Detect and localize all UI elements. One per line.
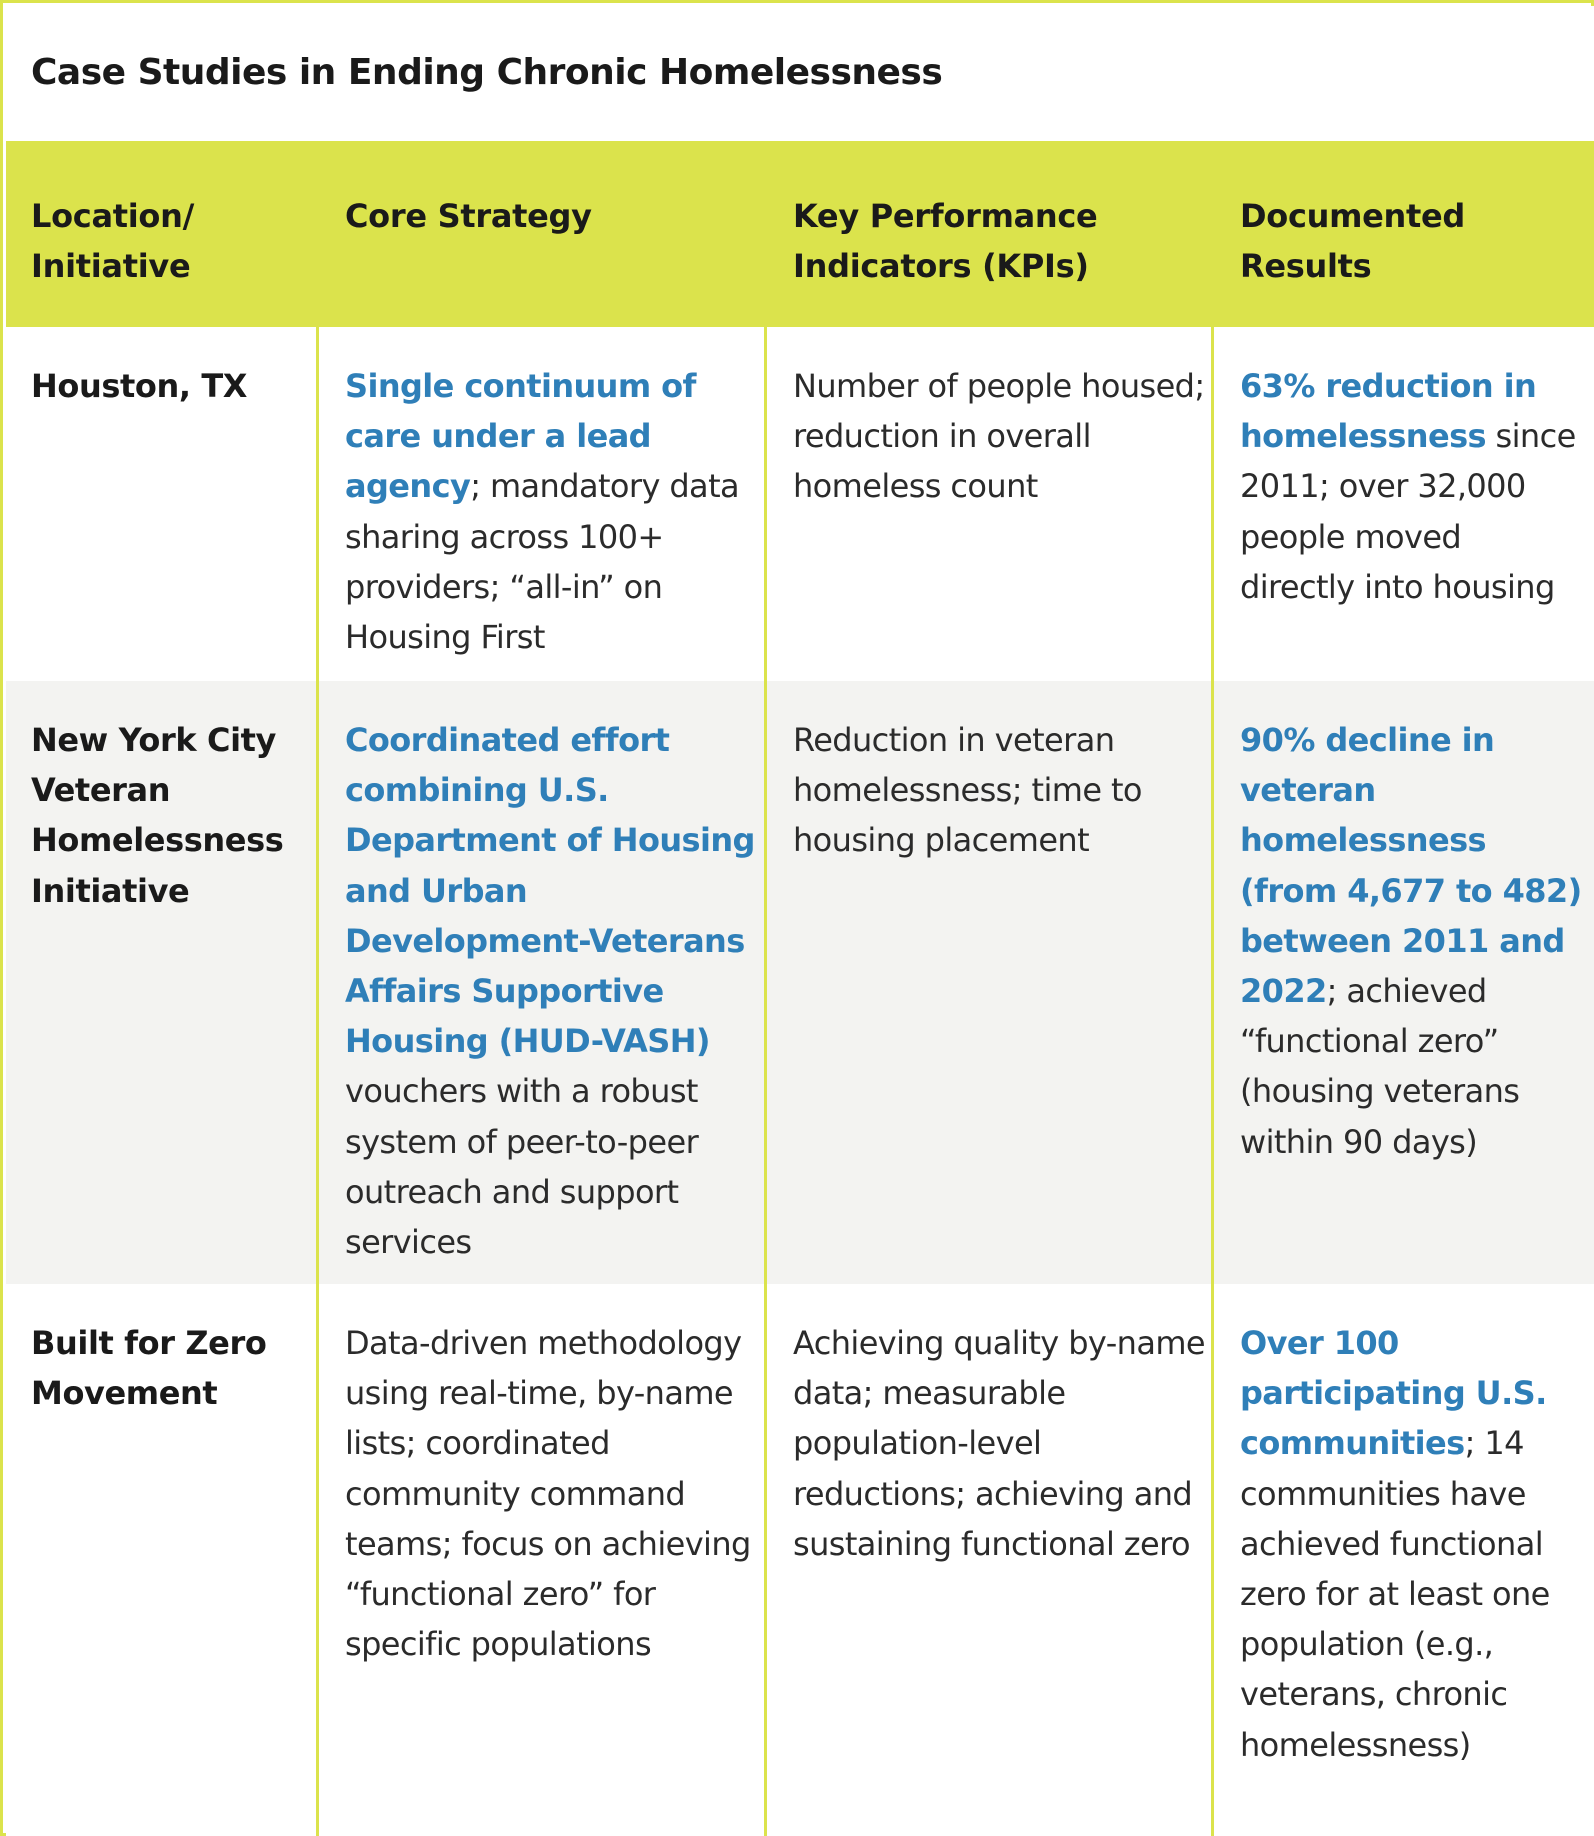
strategy-highlight: Coordinated effort combining U.S. Department of Housing and Urban Development-Veterans Affairs Supportive Housing (HUD-VASH) [345, 721, 755, 1061]
results-highlight: Over 100 participating U.S. communities [1240, 1324, 1547, 1463]
header-documented-results: Documented Results [1240, 197, 1466, 285]
column-divider [1211, 327, 1214, 1836]
results-highlight: 63% reduction in homelessness [1240, 367, 1537, 456]
kpi-cell: Number of people housed; reduction in overall homeless count [793, 367, 1205, 506]
kpi-cell: Reduction in veteran homelessness; time to housing placement [793, 721, 1142, 860]
results-cell [1240, 1318, 1585, 1770]
results-highlight: 90% decline in veteran homelessness (from 4,677 to 482) between 2011 and 2022 [1240, 721, 1582, 1011]
results-text: since 2011; over 32,000 people moved directly into housing [1240, 417, 1576, 606]
column-divider [316, 327, 319, 1836]
results-text: ; achieved “functional zero” (housing veterans within 90 days) [1240, 972, 1520, 1161]
results-cell [1240, 361, 1585, 612]
table-row [6, 327, 1594, 681]
results-cell [1240, 715, 1585, 1167]
title-bar [6, 6, 1594, 141]
table-row [6, 1284, 1594, 1836]
strategy-cell [345, 361, 760, 662]
results-text: ; 14 communities have achieved functional zero for at least one population (e.g., veterans, chronic homelessness) [1240, 1424, 1550, 1764]
strategy-cell [345, 715, 760, 1267]
header-kpis: Key Performance Indicators (KPIs) [793, 197, 1098, 285]
strategy-text: Data-driven methodology using real-time, by-name lists; coordinated community command teams; focus on achieving “functional zero” for specific populations [345, 1324, 751, 1664]
location-cell: New York City Veteran Homelessness Initiative [31, 721, 284, 910]
strategy-highlight: Single continuum of care under a lead agency [345, 367, 696, 506]
strategy-text: ; mandatory data sharing across 100+ providers; “all-in” on Housing First [345, 467, 740, 657]
location-cell: Built for Zero Movement [31, 1324, 267, 1413]
table-title: Case Studies in Ending Chronic Homelessness [31, 52, 943, 93]
location-cell: Houston, TX [31, 367, 248, 405]
strategy-cell [345, 1318, 760, 1669]
strategy-text: vouchers with a robust system of peer-to-peer outreach and support services [345, 1072, 699, 1262]
column-divider [764, 327, 767, 1836]
kpi-cell: Achieving quality by-name data; measurable population-level reductions; achieving and sustaining functional zero [793, 1324, 1206, 1563]
header-core-strategy: Core Strategy [345, 197, 592, 235]
table-row [6, 681, 1594, 1284]
header-location: Location/ Initiative [31, 197, 194, 285]
table-header-row [6, 141, 1594, 327]
